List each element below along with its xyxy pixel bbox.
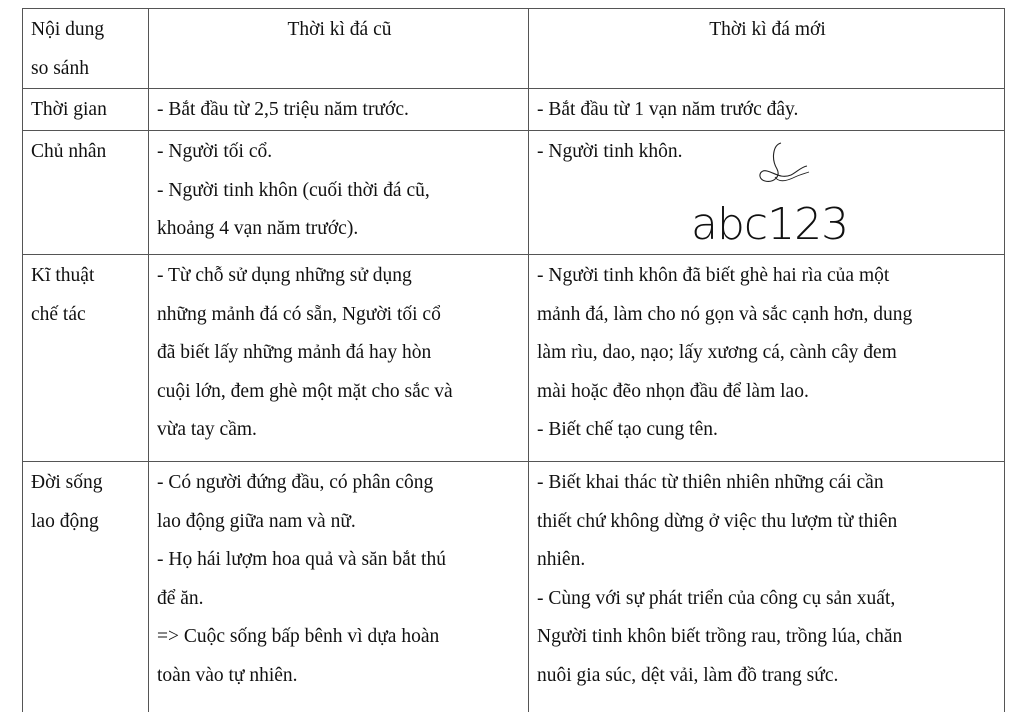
cell-owner-new (529, 131, 1005, 255)
cell-line: toàn vào tự nhiên. (157, 664, 298, 686)
cell-line: thiết chứ không dừng ở việc thu lượm từ thiên (537, 510, 898, 532)
row-label-time (23, 89, 149, 131)
header-neolithic: Thời kì đá mới (529, 9, 1005, 89)
cell-line: mảnh đá, làm cho nó gọn và sắc cạnh hơn, dung (537, 303, 913, 325)
comparison-table (22, 8, 1005, 712)
cell-time-old (149, 89, 529, 131)
cell-line: - Có người đứng đầu, có phân công (157, 472, 434, 493)
cell-line: - Bắt đầu từ 1 vạn năm trước đây. (537, 99, 799, 120)
cell-line: - Người tinh khôn (cuối thời đá cũ, (157, 179, 430, 201)
row-label-line: Kĩ thuật (31, 265, 95, 286)
cell-time-new (529, 89, 1005, 131)
header-label-line: Nội dung (31, 19, 105, 40)
cell-line: đã biết lấy những mảnh đá hay hòn (157, 342, 432, 363)
row-label-line: Chủ nhân (31, 141, 107, 162)
table-row-technique (23, 255, 1005, 462)
row-label-technique (23, 255, 149, 462)
cell-technique-old (149, 255, 529, 462)
row-label-line: lao động (31, 510, 99, 532)
cell-line: - Người tinh khôn. (537, 141, 683, 162)
cell-line: lao động giữa nam và nữ. (157, 510, 356, 532)
cell-line: cuội lớn, đem ghè một mặt cho sắc và (157, 380, 453, 402)
cell-line: khoảng 4 vạn năm trước). (157, 218, 359, 239)
cell-line: những mảnh đá có sẵn, Người tối cổ (157, 303, 441, 325)
cell-line: nuôi gia súc, dệt vải, làm đồ trang sức. (537, 664, 839, 686)
cell-technique-new (529, 255, 1005, 462)
cell-line: để ăn. (157, 587, 204, 609)
table-row-labor (23, 462, 1005, 712)
cell-line: làm rìu, dao, nạo; lấy xương cá, cành cây đem (537, 342, 897, 363)
header-content-comparison (23, 9, 149, 89)
cell-line: - Cùng với sự phát triển của công cụ sản xuất, (537, 587, 896, 609)
table-row-owner (23, 131, 1005, 255)
cell-line: => Cuộc sống bấp bênh vì dựa hoàn (157, 626, 440, 647)
cell-labor-old (149, 462, 529, 712)
row-label-line: chế tác (31, 303, 86, 325)
header-label-line: so sánh (31, 57, 89, 79)
cell-line: - Họ hái lượm hoa quả và săn bắt thú (157, 549, 446, 570)
cell-line: - Từ chỗ sử dụng những sử dụng (157, 265, 412, 286)
signature-icon (751, 139, 813, 197)
cell-labor-new (529, 462, 1005, 712)
cell-line: - Bắt đầu từ 2,5 triệu năm trước. (157, 99, 409, 120)
table-row-time (23, 89, 1005, 131)
header-paleolithic: Thời kì đá cũ (149, 9, 529, 89)
table-header-row (23, 9, 1005, 89)
row-label-owner (23, 131, 149, 255)
row-label-labor (23, 462, 149, 712)
cell-line: Người tinh khôn biết trồng rau, trồng lúa, chăn (537, 626, 903, 647)
cell-line: - Biết khai thác từ thiên nhiên những cái cần (537, 472, 884, 493)
row-label-line: Thời gian (31, 99, 107, 120)
cell-line: - Người tinh khôn đã biết ghè hai rìa của một (537, 265, 890, 286)
cell-owner-old (149, 131, 529, 255)
watermark-text: abc123 (691, 199, 849, 250)
cell-line: mài hoặc đẽo nhọn đầu để làm lao. (537, 380, 809, 402)
row-label-line: Đời sống (31, 472, 103, 493)
cell-line: - Biết chế tạo cung tên. (537, 419, 718, 440)
cell-line: nhiên. (537, 549, 586, 570)
cell-line: vừa tay cầm. (157, 419, 257, 440)
cell-line: - Người tối cổ. (157, 141, 273, 162)
